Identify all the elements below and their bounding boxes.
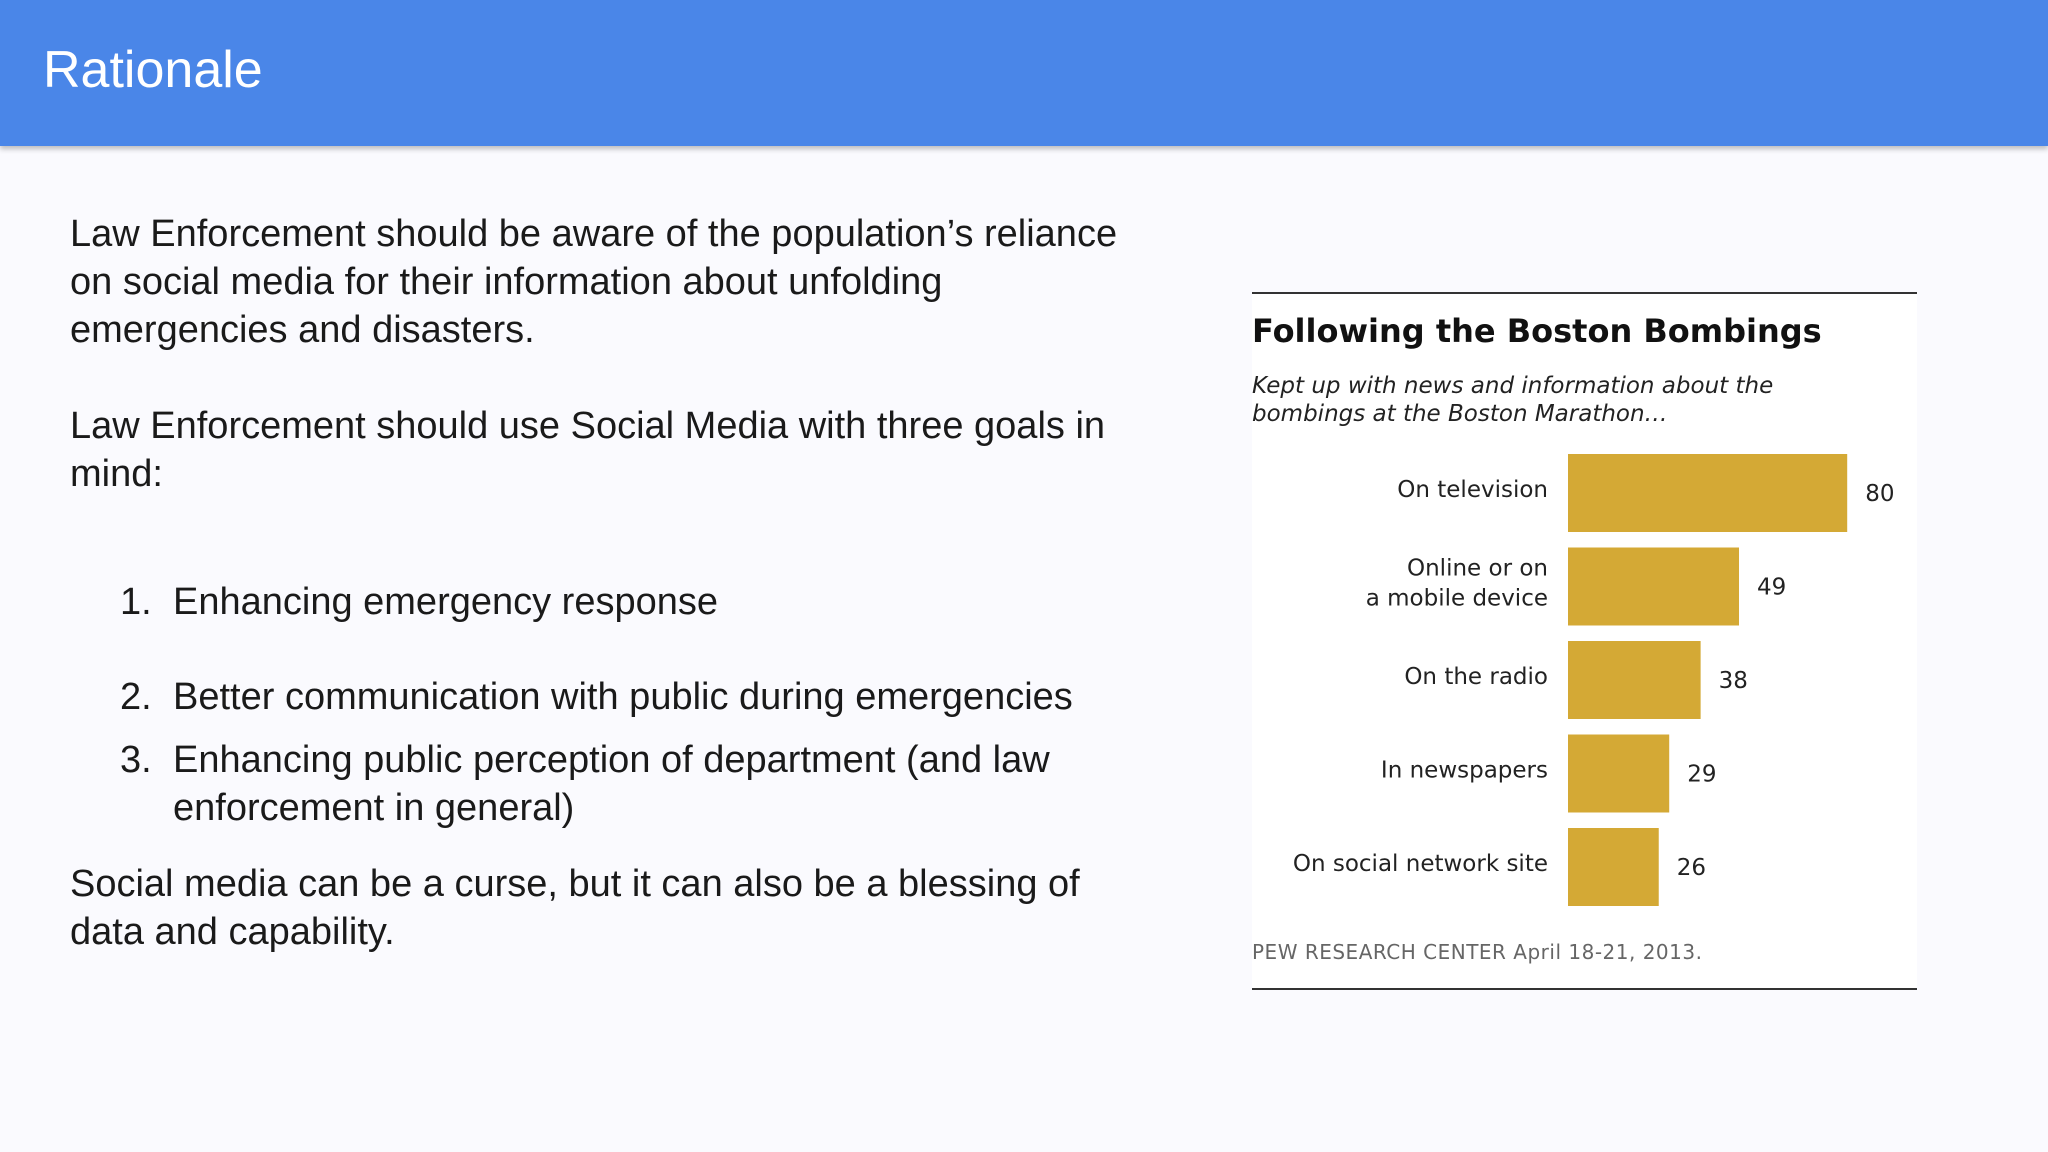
goal-text: Enhancing public perception of department (and law enforcement in general) <box>173 739 1050 829</box>
bar <box>1568 735 1669 813</box>
goal-text: Enhancing emergency response <box>173 581 719 623</box>
category-label: On television <box>1397 477 1548 503</box>
paragraph-conclusion: Social media can be a curse, but it can also be a blessing of data and capability. <box>70 863 1080 953</box>
bar-value-label: 80 <box>1865 481 1895 507</box>
paragraph-awareness: Law Enforcement should be aware of the population’s reliance on social media for their information about unfolding emergencies and disasters. <box>70 213 1118 351</box>
chart-panel <box>1252 292 1917 990</box>
category-label: Online or on a mobile device <box>1365 555 1548 612</box>
slide-title: Rationale <box>43 41 263 99</box>
bar-value-label: 29 <box>1687 761 1717 788</box>
bar <box>1568 454 1847 532</box>
category-label: On the radio <box>1404 664 1548 690</box>
bar-value-label: 26 <box>1676 855 1707 881</box>
chart-source: PEW RESEARCH CENTER April 18-21, 2013. <box>1252 940 1703 964</box>
category-label: In newspapers <box>1380 757 1548 784</box>
bar-value-label: 49 <box>1757 574 1787 601</box>
goal-number: 1. <box>120 581 152 623</box>
bar <box>1568 548 1739 626</box>
goal-number: 3. <box>120 739 152 781</box>
bar <box>1568 641 1701 719</box>
bar <box>1568 828 1659 906</box>
chart-subtitle: Kept up with news and information about the bombings at the Boston Marathon… <box>1252 373 1774 427</box>
goal-number: 2. <box>120 676 152 718</box>
category-label: On social network site <box>1292 851 1548 877</box>
bar-value-label: 38 <box>1718 668 1748 694</box>
chart-title: Following the Boston Bombings <box>1252 312 1822 350</box>
paragraph-goals-intro: Law Enforcement should use Social Media with three goals in mind: <box>70 405 1106 495</box>
slide-header <box>0 0 2048 146</box>
goal-text: Better communication with public during emergencies <box>173 676 1073 718</box>
bar-chart <box>1252 294 1917 988</box>
